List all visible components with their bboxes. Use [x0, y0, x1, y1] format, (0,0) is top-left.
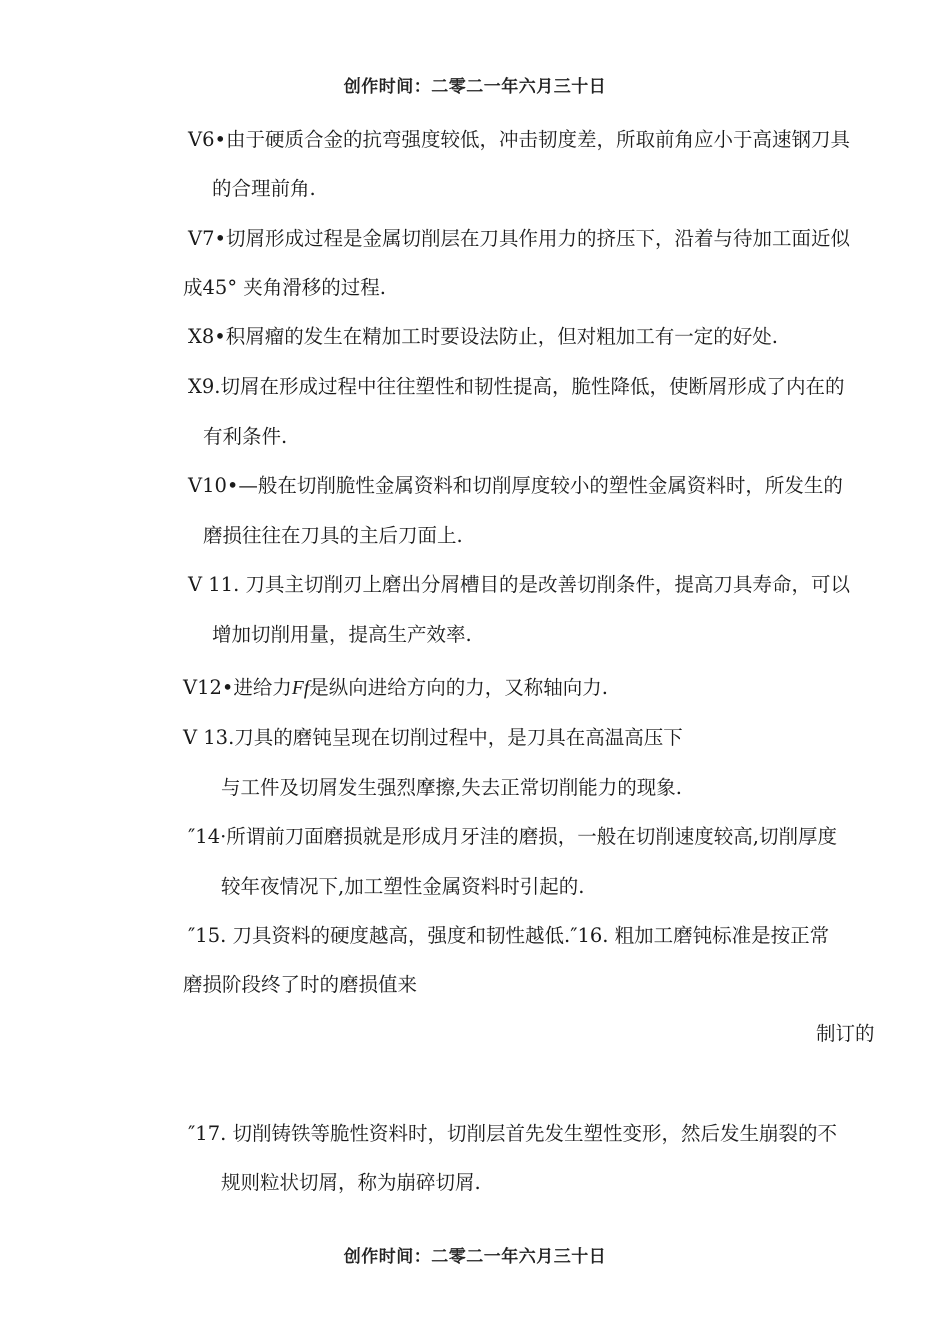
item-17-line-1: ″17. 切削铸铁等脆性资料时，切削层首先发生塑性变形，然后发生崩裂的不 [188, 1122, 837, 1145]
page-header: 创作时间：二零二一年六月三十日 [343, 77, 607, 97]
page-footer: 创作时间：二零二一年六月三十日 [343, 1247, 607, 1267]
item-13-line-2: 与工件及切屑发生强烈摩擦,失去正常切削能力的现象. [221, 776, 682, 799]
item-13-line-1: V 13.刀具的磨钝呈现在切削过程中，是刀具在高温高压下 [183, 726, 683, 749]
item-6-line-1: V6•由于硬质合金的抗弯强度较低，冲击韧度差，所取前角应小于高速钢刀具 [188, 128, 850, 151]
item-9-line-1: X9.切屑在形成过程中往往塑性和韧性提高，脆性降低，使断屑形成了内在的 [188, 375, 845, 398]
item-14-line-2: 较年夜情况下,加工塑性金属资料时引起的. [221, 875, 585, 898]
item-9-line-2: 有利条件. [203, 425, 288, 448]
item-11-line-1: V 11. 刀具主切削刃上磨出分屑槽目的是改善切削条件，提高刀具寿命，可以 [188, 573, 850, 596]
item-11-line-2: 增加切削用量，提高生产效率. [212, 623, 472, 646]
item-7-line-1: V7•切屑形成过程是金属切削层在刀具作用力的挤压下，沿着与待加工面近似 [188, 227, 850, 250]
item-12-line [183, 675, 608, 702]
item-12-prefix: V12•进给力 [183, 676, 292, 699]
item-17-line-2: 规则粒状切屑，称为崩碎切屑. [221, 1171, 481, 1194]
item-15-line-1: ″15. 刀具资料的硬度越高，强度和韧性越低.″16. 粗加工磨钝标准是按正常 [188, 924, 830, 947]
item-15-line-2: 磨损阶段终了时的磨损值来 [183, 973, 418, 996]
item-7-line-2: 成45° 夹角滑移的过程. [183, 276, 386, 299]
item-16-tail: 制订的 [816, 1022, 875, 1045]
item-10-line-1: V10•—般在切削脆性金属资料和切削厚度较小的塑性金属资料时，所发生的 [188, 474, 843, 497]
item-10-line-2: 磨损往往在刀具的主后刀面上. [203, 524, 463, 547]
item-14-line-1: ″14·所谓前刀面磨损就是形成月牙洼的磨损，一般在切削速度较高,切削厚度 [188, 825, 837, 848]
item-12-symbol: Ff [291, 678, 310, 699]
item-6-line-2: 的合理前角. [212, 177, 316, 200]
item-12-suffix: 是纵向进给方向的力，又称轴向力. [309, 676, 608, 699]
item-8-line-1: X8•积屑瘤的发生在精加工时要设法防止，但对粗加工有一定的好处. [188, 325, 778, 348]
